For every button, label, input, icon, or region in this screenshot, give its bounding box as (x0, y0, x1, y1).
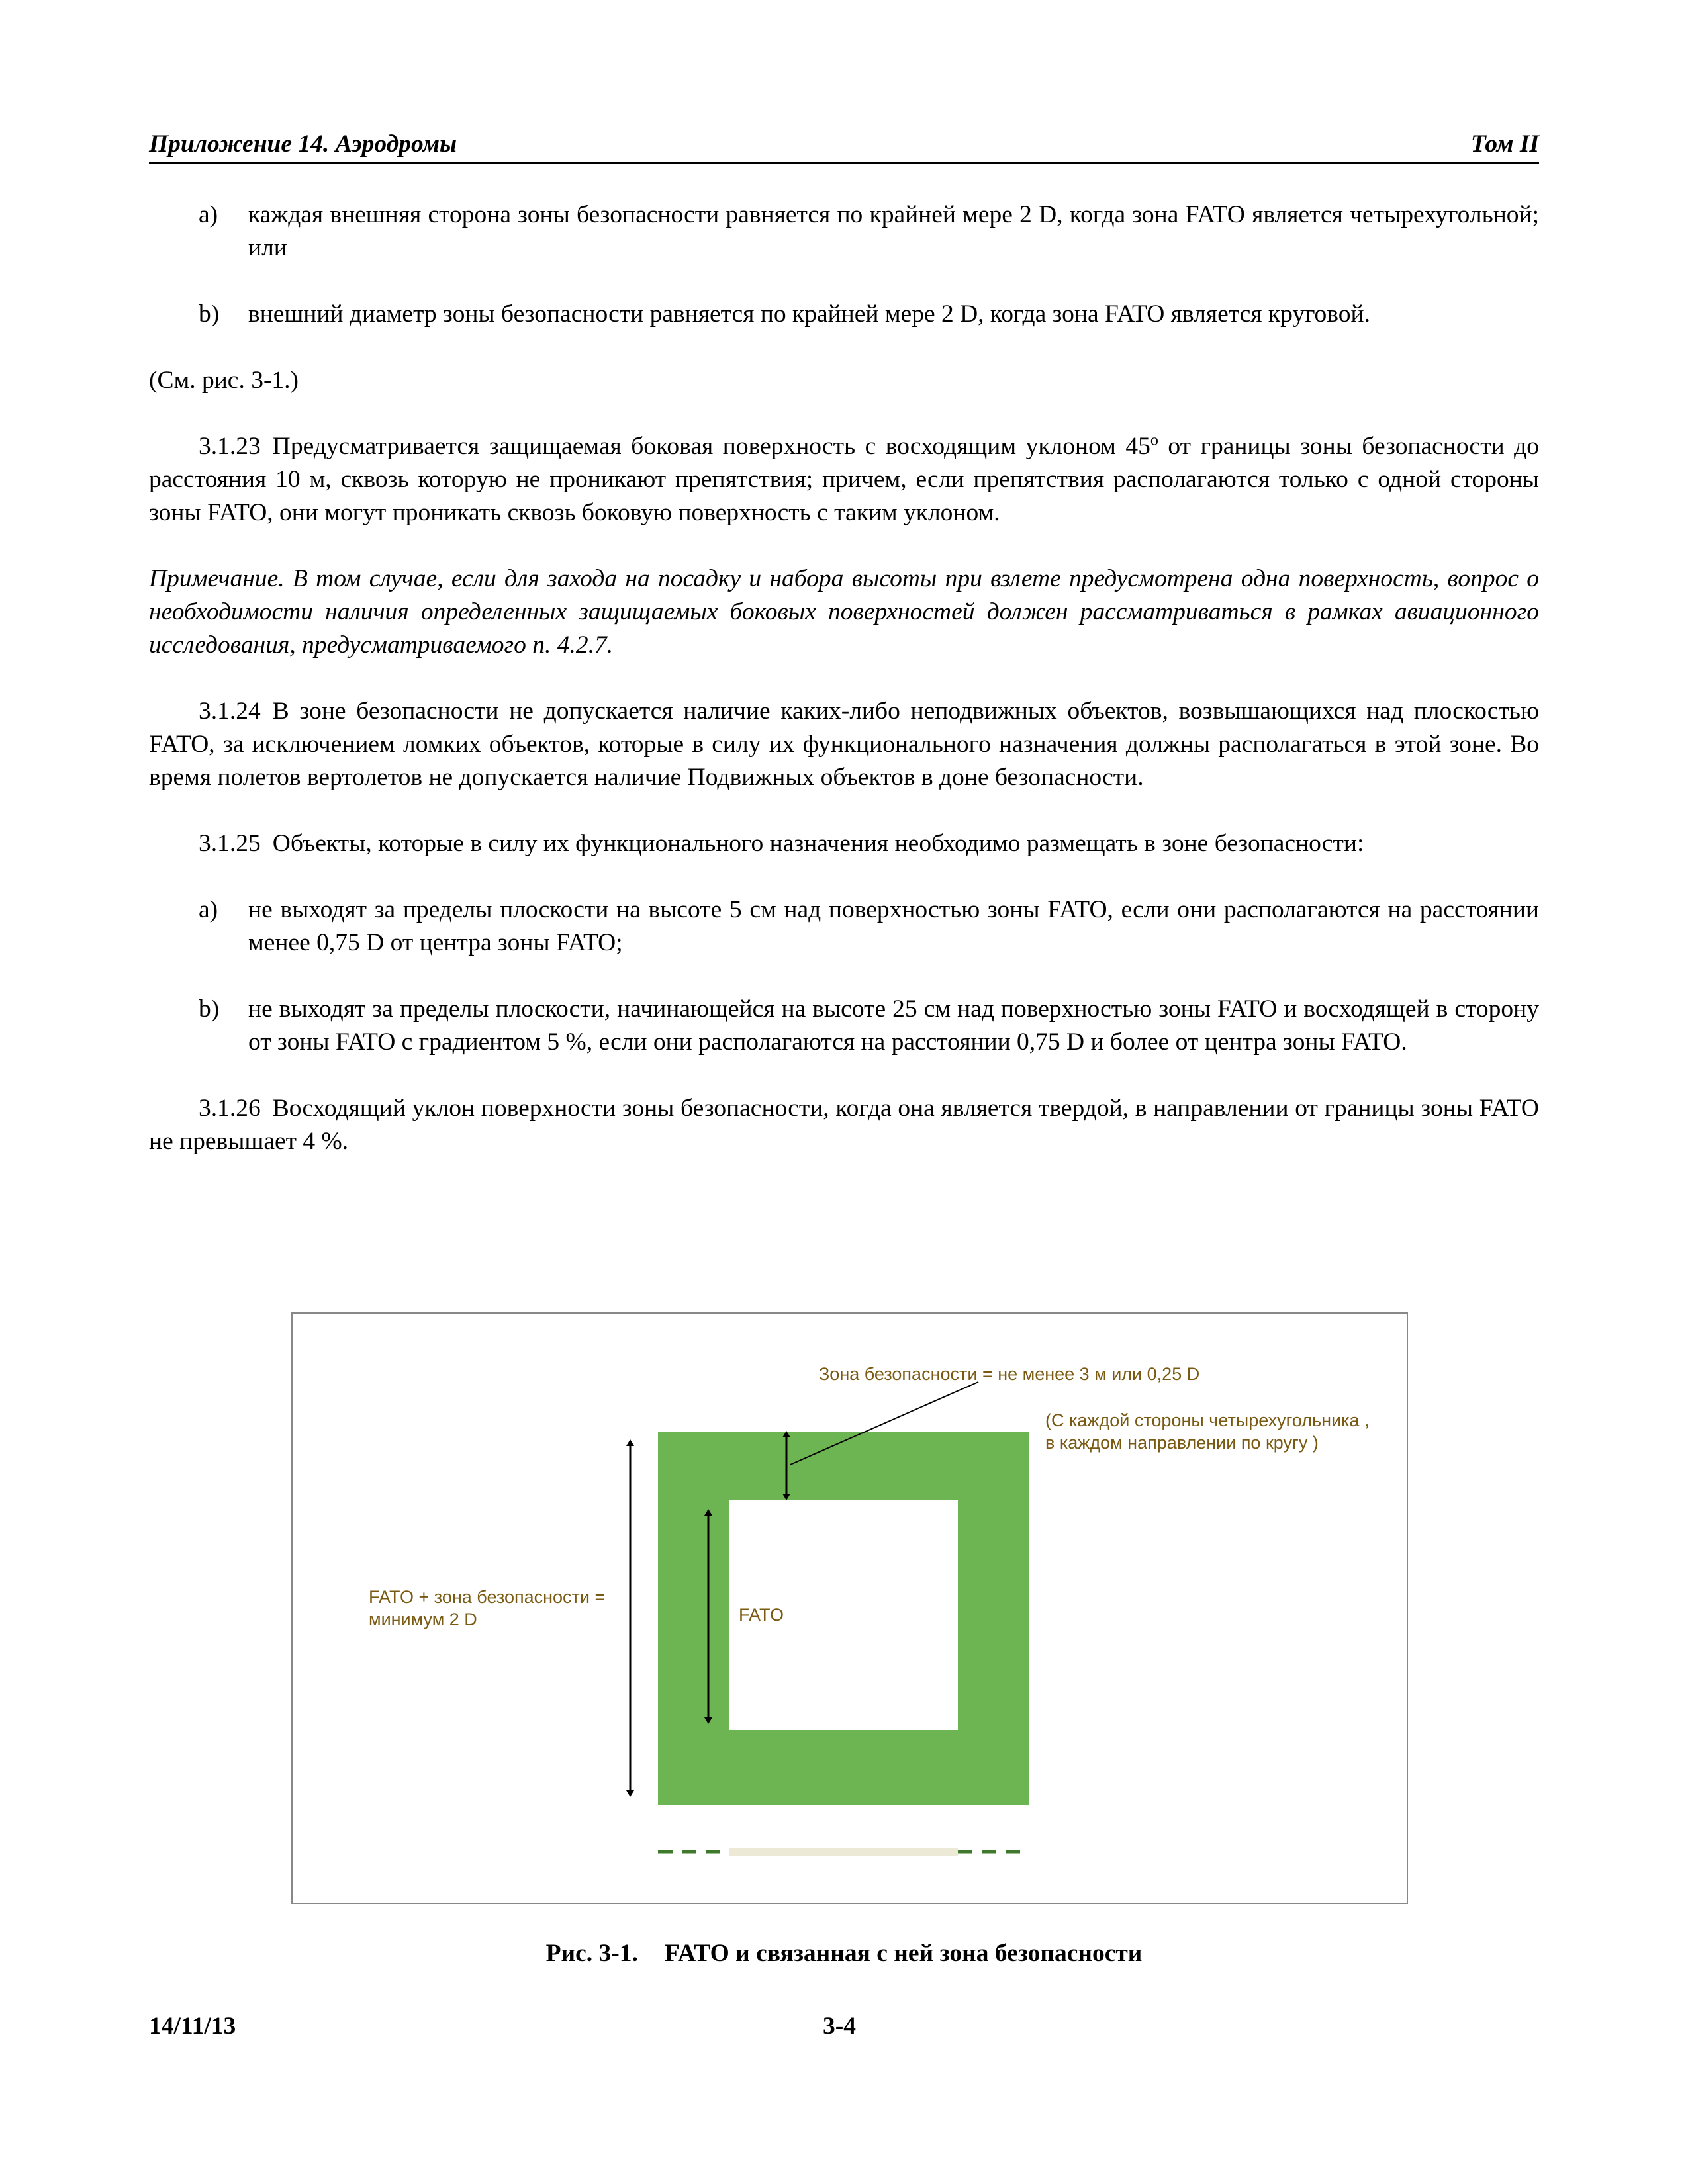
list-item-b-circle (149, 298, 1539, 331)
list-item-text: не выходят за пределы плоскости, начинающейся на высоте 25 см над поверхностью зоны FATO и восходящей в сторону от зоны FATO с градиентом 5 %, если они располагаются на расстоянии 0,75 D и более от центра зоны FATO. (248, 995, 1539, 1056)
list-item-text: каждая внешняя сторона зоны безопасности равняется по крайней мере 2 D, когда зона FATO является четырехугольной; или (248, 201, 1539, 261)
page-number: 3-4 (823, 2013, 856, 2040)
figure-reference: (См. рис. 3-1.) (149, 367, 299, 394)
list-item-text: не выходят за пределы плоскости на высоте 5 см над поверхностью зоны FATO, если они располагаются на расстоянии менее 0,75 D от центра зоны FATO; (248, 896, 1539, 956)
footer-date: 14/11/13 (149, 2013, 236, 2040)
paragraph-text: Восходящий уклон поверхности зоны безопасности, когда она является твердой, в направлении от границы зоны FATO не превышает 4 %. (149, 1095, 1539, 1155)
document-body (149, 199, 1539, 1191)
page-header (149, 130, 1539, 164)
paragraph-3-1-26 (149, 1092, 1539, 1158)
paragraph-text: Предусматривается защищаемая боковая поверхность с восходящим уклоном 45 (272, 433, 1150, 460)
paragraph-number: 3.1.26 (199, 1095, 261, 1122)
page-footer (149, 2012, 1539, 2045)
list-marker: b) (199, 995, 220, 1023)
figure-frame (291, 1312, 1408, 1904)
list-marker: b) (199, 300, 220, 328)
figure-number: Рис. 3-1. (545, 1940, 638, 1967)
list-item-b-objects (149, 993, 1539, 1059)
side-note-line-2: в каждом направлении по кругу ) (1045, 1433, 1319, 1453)
degree-superscript: о (1150, 432, 1158, 449)
safety-zone-label: Зона безопасности = не менее 3 м или 0,25 D (819, 1364, 1200, 1384)
figure-caption (0, 1939, 1688, 1968)
list-marker: a) (199, 201, 218, 228)
fato-diagram (293, 1314, 1409, 1905)
total-size-label-line-1: FATO + зона безопасности = (369, 1587, 606, 1607)
fato-label: FATO (739, 1605, 784, 1625)
faded-strip (729, 1848, 958, 1856)
side-note-line-1: (С каждой стороны четырехугольника , (1045, 1410, 1370, 1430)
paragraph-number: 3.1.24 (199, 698, 261, 725)
note-paragraph: Примечание. В том случае, если для захода на посадку и набора высоты при взлете предусмотрена одна поверхность, вопрос о необходимости наличия определенных защищаемых боковых поверхностей должен рассматриваться в рамках авиационного исследования, предусматриваемого п. 4.2.7. (149, 565, 1539, 659)
paragraph-number: 3.1.25 (199, 830, 261, 857)
paragraph-text-continued: от границы зоны безопасности до расстояния 10 м, сквозь которую не проникают препятствия; причем, если препятствия располагаются только с одной стороны зоны FATO, они могут проникать сквозь боковую поверхность с таким уклоном. (149, 433, 1540, 526)
paragraph-3-1-24 (149, 695, 1539, 794)
header-volume: Том II (1470, 130, 1539, 158)
paragraph-text: В зоне безопасности не допускается наличие каких-либо неподвижных объектов, возвышающихся над плоскостью FATO, за исключением ломких объектов, которые в силу их функционального назначения должны располагаться в этой зоне. Во время полетов вертолетов не допускается наличие Подвижных объектов в доне безопасности. (149, 698, 1539, 791)
list-item-text: внешний диаметр зоны безопасности равняется по крайней мере 2 D, когда зона FATO является круговой. (248, 300, 1370, 328)
figure-title: FATO и связанная с ней зона безопасности (664, 1940, 1143, 1967)
list-item-a-objects (149, 893, 1539, 960)
paragraph-number: 3.1.23 (199, 433, 261, 460)
total-size-label-line-2: минимум 2 D (369, 1610, 477, 1629)
header-title: Приложение 14. Аэродромы (149, 130, 457, 158)
list-item-a-square (149, 199, 1539, 265)
list-marker: a) (199, 896, 218, 923)
paragraph-text: Объекты, которые в силу их функционального назначения необходимо размещать в зоне безопасности: (272, 830, 1364, 857)
paragraph-3-1-23 (149, 430, 1539, 529)
paragraph-3-1-25 (149, 827, 1539, 860)
